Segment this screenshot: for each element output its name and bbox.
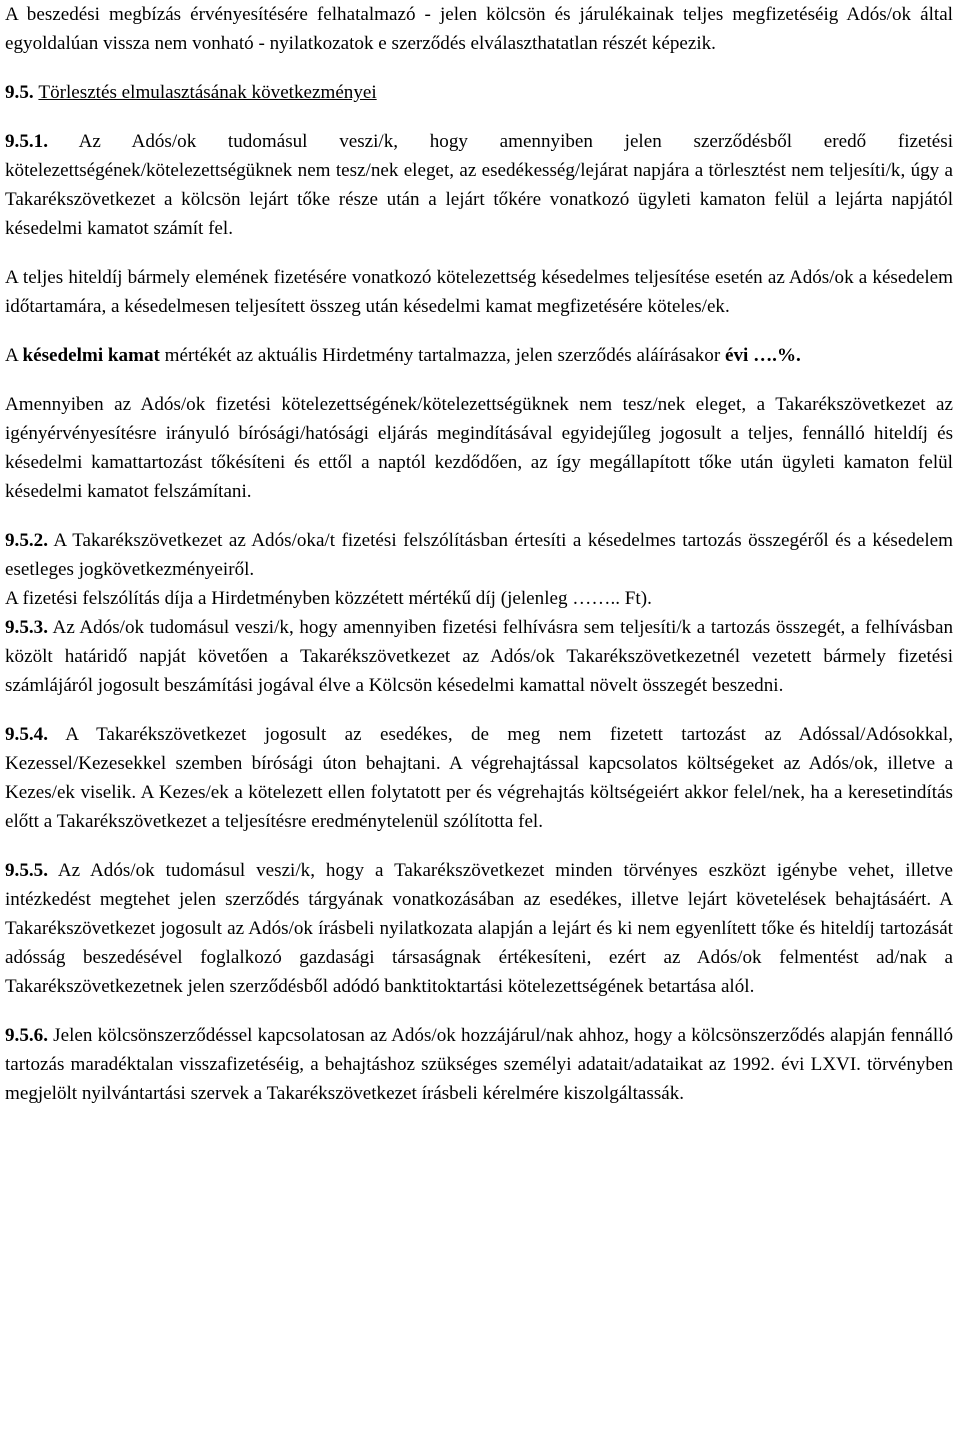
paragraph-text: Az Adós/ok tudomásul veszi/k, hogy amennyiben fizetési felhívásra sem teljesíti/k a tartozás összegét, a felhívásban közölt határidő napját követően a Takarékszövetkezet az Adós/ok Takarékszövetkezetnél vezetett bármely fizetési számlájáról jogosult beszámítási jogával élve a Kölcsön késedelmi kamattal növelt összegét beszedni. — [5, 617, 953, 696]
paragraph-text: A Takarékszövetkezet az Adós/oka/t fizetési felszólításban értesíti a késedelmes tartozás összegéről és a késedelem esetleges jogkövetkezményeiről. — [5, 530, 953, 580]
paragraph-amennyiben: Amennyiben az Adós/ok fizetési kötelezettségének/kötelezettségüknek nem tesz/nek eleget, a Takarékszövetkezet az igényérvényesítésre irányuló bírósági/hatósági eljárás megindításával egyidejűleg jogosult a teljes, fennálló hiteldíj és késedelmi kamattartozást tőkésíteni és ettől a naptól kezdődően, az így megállapított tőke után ügyleti kamaton felül késedelmi kamatot felszámítani. — [5, 394, 953, 502]
paragraph-9-5-4 — [5, 720, 953, 836]
section-number: 9.5.1. — [5, 131, 48, 152]
section-number: 9.5.5. — [5, 860, 48, 881]
paragraph-9-5-6 — [5, 1021, 953, 1108]
paragraph-9-5-3 — [5, 613, 953, 700]
paragraph-9-5-2 — [5, 526, 953, 584]
paragraph-felszolitas-dij: A fizetési felszólítás díja a Hirdetményben közzétett mértékű díj (jelenleg …….. Ft). — [5, 588, 652, 609]
section-number: 9.5.6. — [5, 1025, 48, 1046]
section-heading-9-5 — [5, 78, 953, 107]
paragraph-text: Jelen kölcsönszerződéssel kapcsolatosan az Adós/ok hozzájárul/nak ahhoz, hogy a kölcsönszerződés alapján fennálló tartozás maradéktalan visszafizetéséig, a behajtáshoz szükséges személyi adatait/adataikat az 1992. évi LXVI. törvényben megjelölt nyilvántartási szervek a Takarékszövetkezet írásbeli kérelmére kiszolgáltassák. — [5, 1025, 953, 1104]
section-title: Törlesztés elmulasztásának következményei — [38, 82, 377, 103]
text-run: mértékét az aktuális Hirdetmény tartalmazza, jelen szerződés aláírásakor — [159, 345, 725, 366]
paragraph-text: A Takarékszövetkezet jogosult az esedékes, de meg nem fizetett tartozást az Adóssal/Adósokkal, Kezessel/Kezesekkel szemben bírósági úton behajtani. A végrehajtással kapcsolatos költségeket az Adós/ok, illetve a Kezes/ek viselik. A Kezes/ek a kötelezett ellen folytatott per és végrehajtás költségeiért akkor felel/nek, ha a keresetindítás előtt a Takarékszövetkezet a teljesítésre eredménytelenül szólította fel. — [5, 724, 953, 832]
section-number: 9.5. — [5, 82, 39, 103]
paragraph-teljes-hiteldij: A teljes hiteldíj bármely elemének fizetésére vonatkozó kötelezettség késedelmes teljesítése esetén az Adós/ok a késedelem időtartamára, a késedelmesen teljesített összeg után késedelmi kamat megfizetésére köteles/ek. — [5, 267, 953, 317]
section-number: 9.5.4. — [5, 724, 48, 745]
paragraph-kesedelmi-kamat — [5, 341, 953, 370]
text-run: A — [5, 345, 23, 366]
section-number: 9.5.2. — [5, 530, 48, 551]
paragraph-text: Az Adós/ok tudomásul veszi/k, hogy a Takarékszövetkezet minden törvényes eszközt igénybe vehet, illetve intézkedést megtehet jelen szerződés tárgyának vonatkozásában az esedékes, illetve lejárt követelések behajtásáért. A Takarékszövetkezet jogosult az Adós/ok írásbeli nyilatkozata alapján a lejárt és ki nem egyenlített tőke és hiteldíj tartozását adósság beszedésével foglalkozó gazdasági társaságnak értékesíteni, ezért az Adós/ok felmentést ad/nak a Takarékszövetkezetnek jelen szerződésből adódó banktitoktartási kötelezettségének betartása alól. — [5, 860, 953, 997]
paragraph-9-5-1 — [5, 127, 953, 243]
bold-term: késedelmi kamat — [22, 345, 160, 366]
document-page — [5, 0, 953, 1108]
section-number: 9.5.3. — [5, 617, 48, 638]
paragraph-9-5-5 — [5, 856, 953, 1001]
paragraph-text: Az Adós/ok tudomásul veszi/k, hogy amennyiben jelen szerződésből eredő fizetési kötelezettségének/kötelezettségüknek nem tesz/nek eleget, az esedékesség/lejárat napjára a törlesztést nem teljesíti/k, úgy a Takarékszövetkezet a kölcsön lejárt tőke része után a lejárt tőkére vonatkozó ügyleti kamaton felül a lejárta napjától késedelmi kamatot számít fel. — [5, 131, 953, 239]
paragraph-intro: A beszedési megbízás érvényesítésére felhatalmazó - jelen kölcsön és járulékainak teljes megfizetéséig Adós/ok által egyoldalúan vissza nem vonható - nyilatkozatok e szerződés elválaszthatatlan részét képezik. — [5, 4, 953, 54]
rate-placeholder: évi ….%. — [724, 345, 801, 366]
